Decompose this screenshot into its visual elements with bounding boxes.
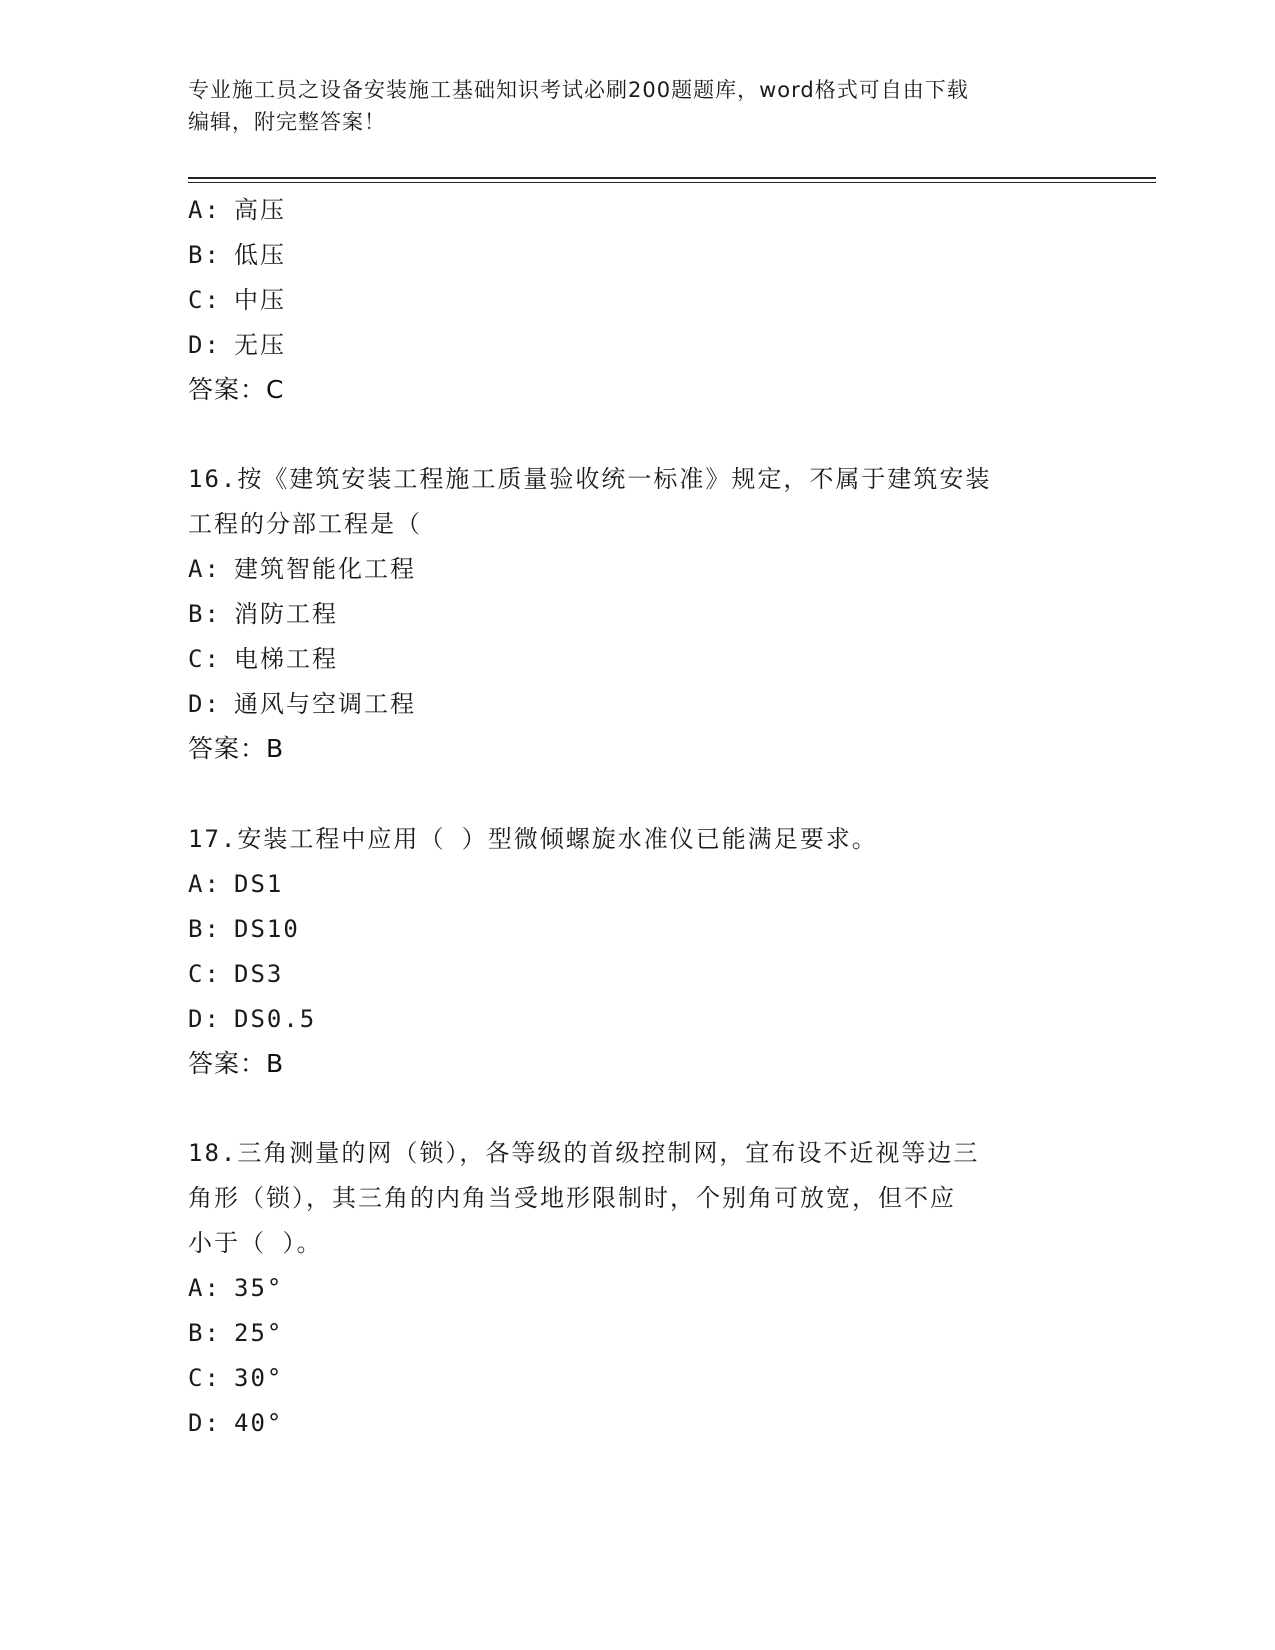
q18-option-c: C: 30° [188, 1364, 284, 1392]
header-divider-thick [188, 177, 1156, 179]
q18-option-a: A: 35° [188, 1274, 284, 1302]
q16-option-b: B: 消防工程 [188, 600, 338, 628]
q15-answer: 答案：C [188, 375, 285, 404]
header-title-line-2: 编辑，附完整答案！ [188, 110, 386, 134]
header-title-line-1: 专业施工员之设备安装施工基础知识考试必刷200题题库，word格式可自由下载 [188, 78, 969, 102]
q16-option-d: D: 通风与空调工程 [188, 690, 416, 718]
q15-option-a: A: 高压 [188, 196, 286, 224]
q15-option-d: D: 无压 [188, 331, 286, 359]
q16-option-c: C: 电梯工程 [188, 645, 338, 673]
q17-option-d: D: DS0.5 [188, 1005, 317, 1033]
q16-question-line-2: 工程的分部工程是（ [188, 510, 422, 538]
q15-option-c: C: 中压 [188, 286, 286, 314]
header-divider-thin [188, 182, 1156, 183]
q17-option-b: B: DS10 [188, 915, 300, 943]
q16-option-a: A: 建筑智能化工程 [188, 555, 416, 583]
q18-question-line-3: 小于（ ）。 [188, 1229, 323, 1257]
q18-option-d: D: 40° [188, 1409, 284, 1437]
q18-question-line-1: 18.三角测量的网（锁），各等级的首级控制网，宜布设不近视等边三 [188, 1139, 980, 1167]
q17-question-line-1: 17.安装工程中应用（ ）型微倾螺旋水准仪已能满足要求。 [188, 825, 878, 853]
q16-question-line-1: 16.按《建筑安装工程施工质量验收统一标准》规定，不属于建筑安装 [188, 465, 992, 493]
document-header [188, 74, 1068, 138]
q18-option-b: B: 25° [188, 1319, 284, 1347]
q17-option-c: C: DS3 [188, 960, 284, 988]
q18-question-line-2: 角形（锁），其三角的内角当受地形限制时，个别角可放宽，但不应 [188, 1184, 956, 1212]
q17-option-a: A: DS1 [188, 870, 284, 898]
q15-option-b: B: 低压 [188, 241, 286, 269]
q17-answer: 答案：B [188, 1049, 285, 1078]
q16-answer: 答案：B [188, 734, 285, 763]
